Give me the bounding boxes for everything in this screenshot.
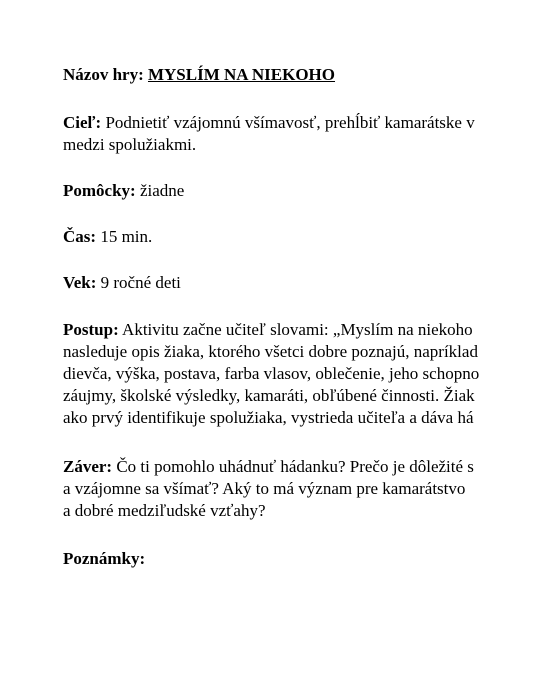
goal-label: Cieľ: (63, 113, 102, 132)
procedure-line-3: dievča, výška, postava, farba vlasov, oblečenie, jeho schopno (63, 364, 480, 383)
conclusion-label: Záver: (63, 457, 113, 476)
game-name-label: Názov hry: (63, 65, 144, 84)
goal-text-1: Podnietiť vzájomnú všímavosť, prehĺbiť kamarátske v (105, 113, 475, 132)
game-name-section (63, 64, 335, 86)
procedure-text-1: Aktivitu začne učiteľ slovami: „Myslím na niekoho (122, 320, 473, 339)
conclusion-section (63, 456, 474, 522)
conclusion-text-1: Čo ti pomohlo uhádnuť hádanku? Prečo je dôležité s (116, 457, 474, 476)
game-name-title: MYSLÍM NA NIEKOHO (147, 65, 336, 84)
goal-line-2: medzi spolužiakmi. (63, 135, 197, 154)
conclusion-line-3: a dobré medziľudské vzťahy? (63, 501, 266, 520)
aids-section (63, 180, 184, 202)
time-section (63, 226, 152, 248)
goal-line-1 (63, 112, 475, 134)
procedure-line-5: ako prvý identifikuje spolužiaka, vystrieda učiteľa a dáva há (63, 408, 474, 427)
procedure-line-2: nasleduje opis žiaka, ktorého všetci dobre poznajú, napríklad (63, 342, 478, 361)
procedure-section (63, 319, 479, 429)
conclusion-line-1 (63, 456, 474, 478)
notes-section (63, 548, 145, 570)
age-value: 9 ročné deti (100, 273, 181, 292)
time-label: Čas: (63, 227, 97, 246)
time-value: 15 min. (100, 227, 153, 246)
aids-label: Pomôcky: (63, 181, 136, 200)
procedure-line-4: záujmy, školské výsledky, kamaráti, obľúbené činnosti. Žiak (63, 386, 475, 405)
goal-section (63, 112, 475, 156)
age-label: Vek: (63, 273, 97, 292)
procedure-label: Postup: (63, 320, 119, 339)
notes-label: Poznámky: (63, 549, 146, 568)
age-section (63, 272, 181, 294)
aids-value: žiadne (139, 181, 185, 200)
procedure-line-1 (63, 319, 479, 341)
conclusion-line-2: a vzájomne sa všímať? Aký to má význam pre kamarátstvo (63, 479, 466, 498)
